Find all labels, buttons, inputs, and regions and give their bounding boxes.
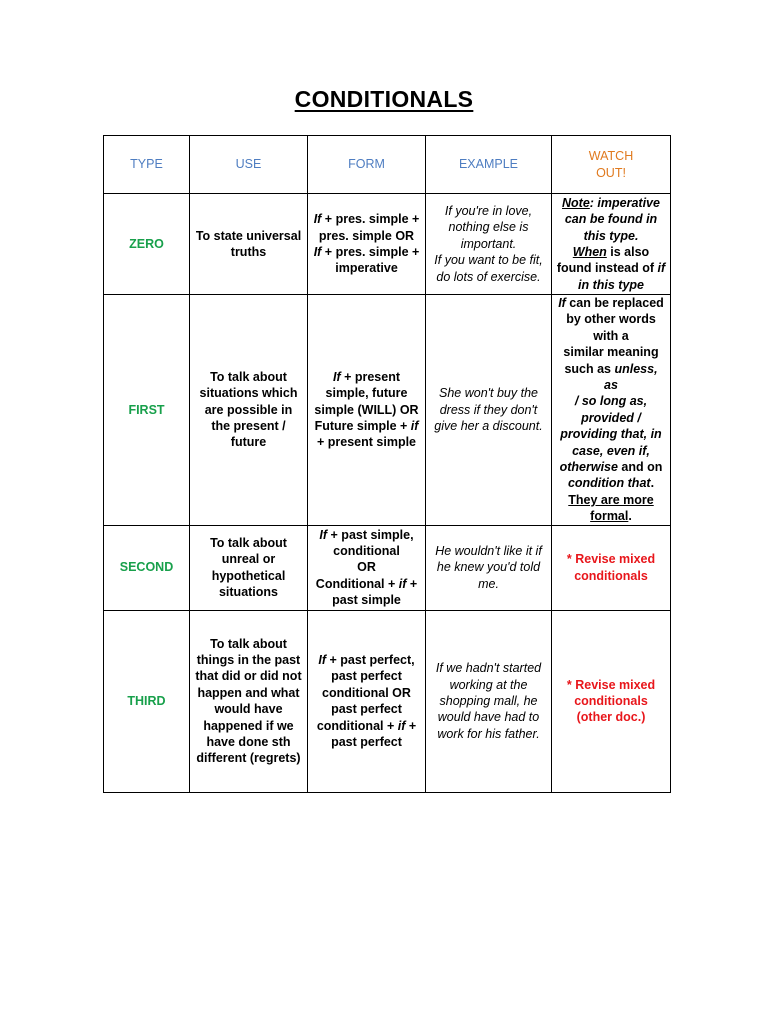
example-line: working at the <box>449 677 528 692</box>
form-text: + <box>406 576 418 591</box>
use-third: To talk about things in the past that did or did not happen and what would have happened if we have done sth different (regrets) <box>190 610 308 792</box>
form-third <box>308 610 426 792</box>
example-second <box>426 525 552 610</box>
note-text: . <box>650 476 655 491</box>
form-text: + past simple, <box>327 527 414 542</box>
form-zero <box>308 194 426 295</box>
note-text: providing that, in <box>560 427 662 442</box>
type-first: FIRST <box>104 295 190 526</box>
revise-note: * Revise mixed <box>566 552 656 567</box>
note-text: / so long as, <box>574 394 648 409</box>
note-text: can be replaced <box>565 296 664 310</box>
note-text: condition that <box>567 476 651 491</box>
revise-note: * Revise mixed <box>566 677 656 692</box>
watch-out-second <box>552 525 671 610</box>
form-text: past perfect <box>331 735 402 749</box>
note-text: is also <box>606 245 650 259</box>
header-watch-out <box>552 136 671 194</box>
row-zero <box>104 194 671 295</box>
example-line: nothing else is <box>448 220 529 235</box>
revise-note: conditionals <box>574 568 648 583</box>
form-text: + past perfect, <box>326 652 415 667</box>
example-zero <box>426 194 552 295</box>
form-text: imperative <box>335 261 398 276</box>
use-second: To talk about unreal or hypothetical situations <box>190 525 308 610</box>
form-text: + pres. simple + <box>321 245 420 259</box>
form-if: If <box>313 212 322 227</box>
row-first <box>104 295 671 526</box>
form-text: conditional OR <box>322 685 411 700</box>
example-third <box>426 610 552 792</box>
example-line: do lots of exercise. <box>436 269 541 284</box>
watch-out-third <box>552 610 671 792</box>
form-text: simple, future <box>325 386 408 401</box>
example-line: She won't buy the <box>439 386 538 401</box>
example-line: dress if they don't <box>439 402 538 417</box>
note-text: otherwise <box>559 460 618 475</box>
header-form: FORM <box>308 136 426 194</box>
header-row <box>104 136 671 194</box>
header-example: EXAMPLE <box>426 136 552 194</box>
form-first <box>308 295 426 526</box>
type-zero: ZERO <box>104 194 190 295</box>
note-text: They are more <box>568 492 654 507</box>
example-line: If you're in love, <box>444 203 533 218</box>
note-text: . <box>628 509 632 524</box>
form-text: conditional <box>333 544 400 559</box>
example-first <box>426 295 552 526</box>
example-line: If we hadn't started <box>435 661 542 676</box>
example-line: shopping mall, he <box>439 693 538 708</box>
form-text: Conditional + <box>315 576 399 591</box>
note-text: in this type <box>578 277 644 292</box>
example-line: give her a discount. <box>434 419 543 434</box>
use-zero: To state universal truths <box>190 194 308 295</box>
note-text: similar meaning <box>563 345 659 360</box>
note-text: : imperative <box>589 195 660 210</box>
type-second: SECOND <box>104 525 190 610</box>
note-text: found instead of <box>556 261 658 276</box>
form-if: If <box>332 369 341 384</box>
example-line: would have had to <box>437 710 540 725</box>
revise-note: conditionals <box>574 693 648 708</box>
note-text: such as <box>564 361 615 376</box>
when-label: When <box>572 245 607 259</box>
note-text: provided / <box>581 410 641 425</box>
example-line: important. <box>460 236 517 251</box>
header-watch-out-line2: OUT! <box>596 165 626 180</box>
form-if: If <box>319 527 328 542</box>
header-watch-out-line1: WATCH <box>588 149 634 164</box>
form-text: + present simple <box>317 435 416 450</box>
type-third: THIRD <box>104 610 190 792</box>
form-text: + pres. simple + <box>321 212 420 227</box>
if-word: If <box>558 296 566 310</box>
form-text: past simple <box>332 593 401 608</box>
example-line: work for his father. <box>437 726 540 741</box>
conditionals-table <box>103 135 671 793</box>
note-text: and on <box>617 460 663 475</box>
form-if: if <box>398 576 407 591</box>
form-second <box>308 525 426 610</box>
note-text: unless, as <box>604 361 658 393</box>
form-text: past perfect <box>331 702 402 717</box>
page-title: CONDITIONALS <box>294 86 474 112</box>
example-line: If you want to be fit, <box>434 253 543 268</box>
form-text: conditional + <box>316 718 398 733</box>
example-line: He wouldn't like it if <box>435 544 542 559</box>
form-if: if <box>410 419 419 434</box>
form-if: If <box>313 245 322 259</box>
example-line: he knew you'd told <box>436 560 541 575</box>
note-label: Note <box>562 195 590 210</box>
form-text: Future simple + <box>314 419 411 434</box>
header-type: TYPE <box>104 136 190 194</box>
use-first: To talk about situations which are possible in the present / future <box>190 295 308 526</box>
if-word: if <box>657 261 666 276</box>
revise-note: (other doc.) <box>576 710 646 725</box>
form-text: OR <box>357 560 376 575</box>
form-text: + <box>405 718 417 733</box>
form-if: if <box>397 718 406 733</box>
row-second <box>104 525 671 610</box>
note-text: formal <box>590 509 629 524</box>
example-line: me. <box>478 576 499 591</box>
form-text: simple (WILL) OR <box>314 402 419 417</box>
note-text: with a <box>593 328 629 343</box>
note-text: can be found in <box>564 212 658 227</box>
note-text: by other words <box>566 312 656 327</box>
row-third <box>104 610 671 792</box>
note-text: this type. <box>583 228 639 243</box>
note-text: case, even if, <box>572 443 650 458</box>
form-if: If <box>318 652 327 667</box>
form-text: + present <box>340 369 401 384</box>
form-text: pres. simple OR <box>318 228 415 243</box>
watch-out-first <box>552 295 671 526</box>
header-use: USE <box>190 136 308 194</box>
watch-out-zero <box>552 194 671 295</box>
form-text: past perfect <box>331 669 402 684</box>
